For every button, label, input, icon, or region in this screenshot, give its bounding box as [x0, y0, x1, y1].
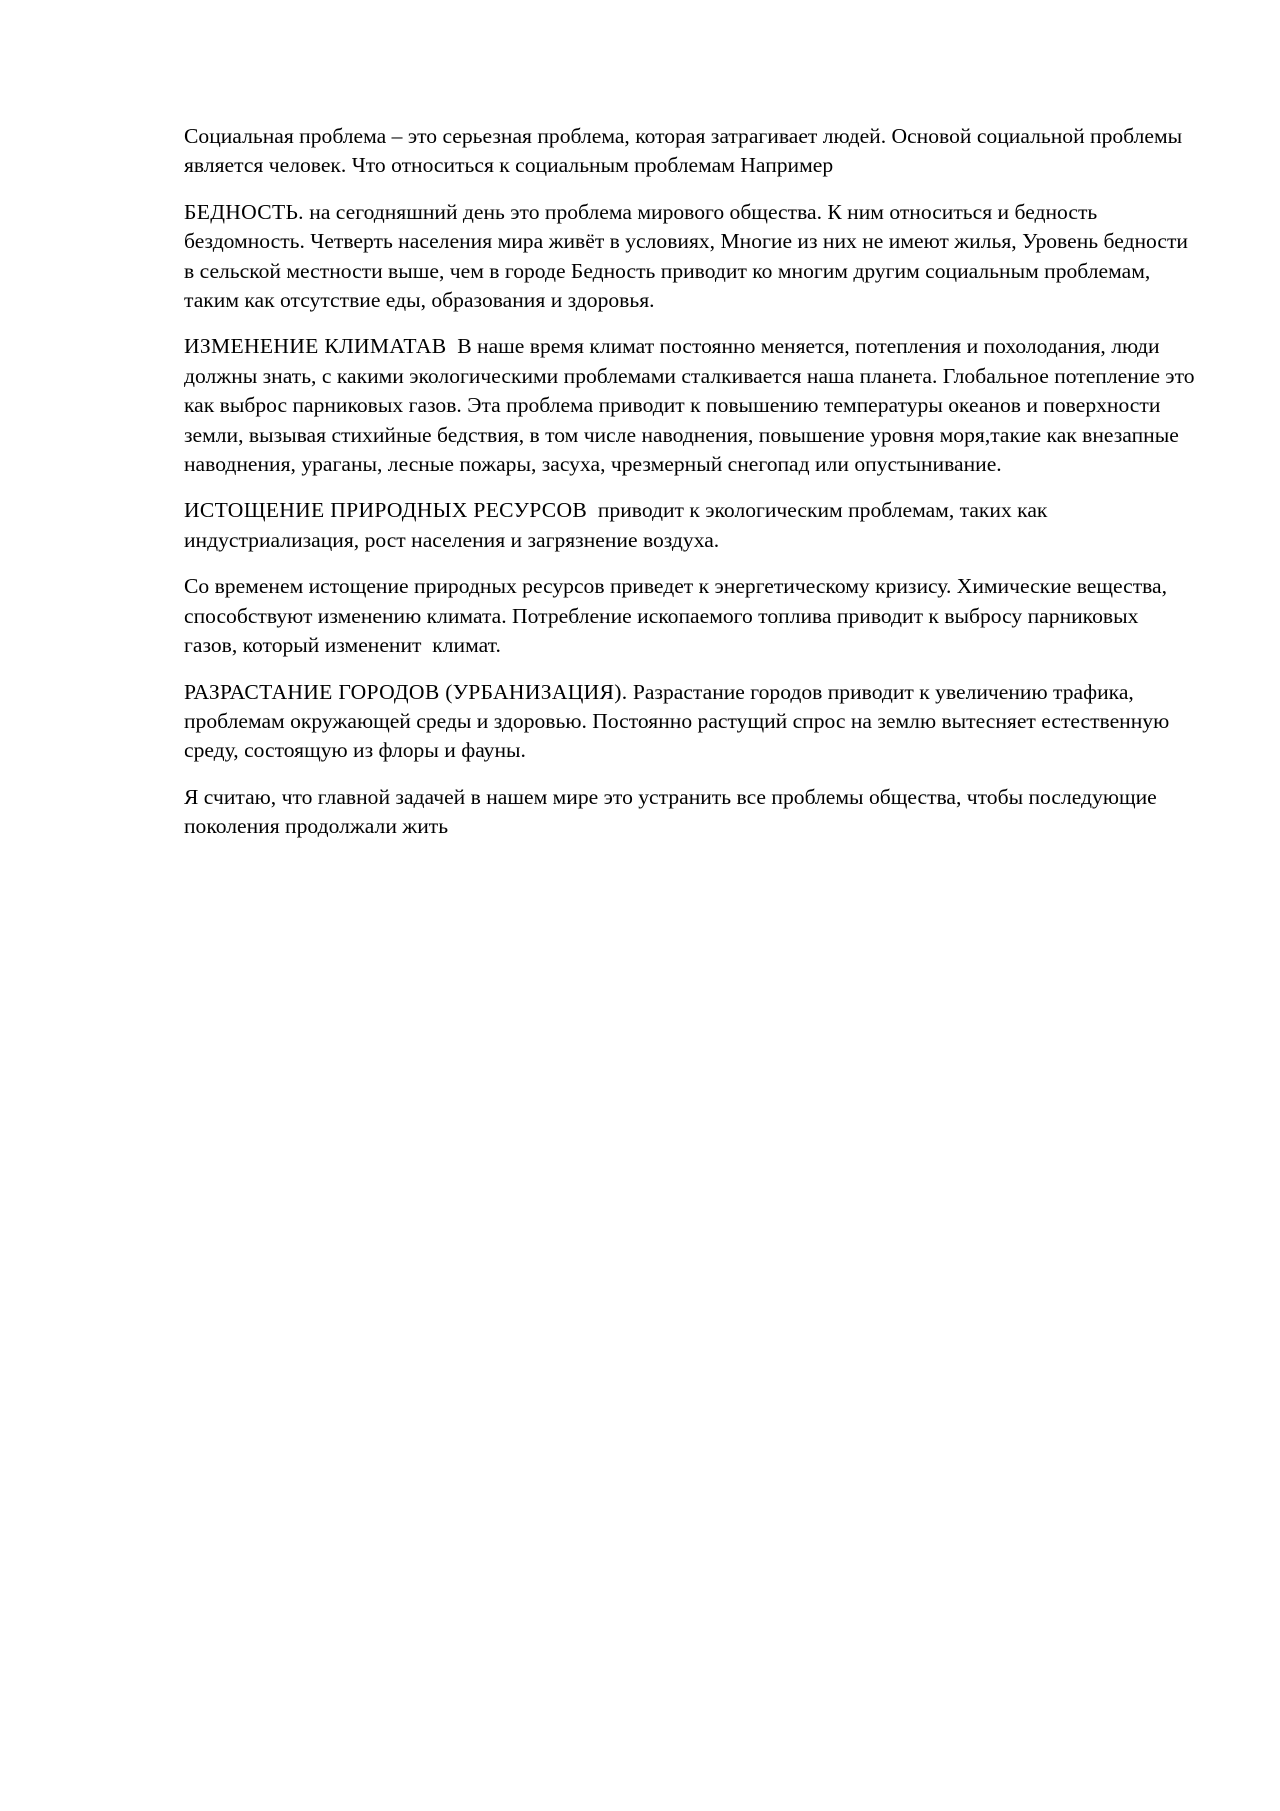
paragraph-text: Разрастание городов приводит к увеличению трафика, проблемам окружающей среды и здоровью. Постоянно растущий спрос на землю вытесняет естественную среду, состоящую из флоры и фауны.: [184, 679, 1175, 763]
paragraph-heading: ИЗМЕНЕНИЕ КЛИМАТАВ: [184, 334, 447, 359]
paragraph-urbanization: [184, 678, 1196, 766]
paragraph-heading: РАЗРАСТАНИЕ ГОРОДОВ (УРБАНИЗАЦИЯ).: [184, 679, 628, 704]
document-body: [184, 122, 1200, 859]
paragraph-heading: ИСТОЩЕНИЕ ПРИРОДНЫХ РЕСУРСОВ: [184, 498, 588, 523]
paragraph-conclusion: [184, 783, 1196, 842]
paragraph-text: Я считаю, что главной задачей в нашем мире это устранить все проблемы общества, чтобы последующие поколения продолжали жить: [184, 784, 1163, 839]
paragraph-text: В наше время климат постоянно меняется, потепления и похолодания, люди должны знать, с какими экологическими проблемами сталкивается наша планета. Глобальное потепление это как выброс парниковых газов. Эта проблема приводит к повышению температуры океанов и поверхности земли, вызывая стихийные бедствия, в том числе наводнения, повышение уровня моря,такие как внезапные наводнения, ураганы, лесные пожары, засуха, чрезмерный снегопад или опустынивание.: [184, 334, 1200, 477]
paragraph-heading: БЕДНОСТЬ.: [184, 199, 304, 224]
paragraph-energy-crisis: [184, 572, 1196, 660]
paragraph-climate-change: [184, 332, 1200, 479]
paragraph-poverty: [184, 198, 1196, 316]
paragraph-text: приводит к экологическим проблемам, таких как индустриализация, рост населения и загрязнение воздуха.: [184, 498, 1053, 552]
paragraph-intro: [184, 122, 1196, 181]
paragraph-text: на сегодняшний день это проблема мирового общества. К ним относиться и бедность бездомность. Четверть населения мира живёт в условиях, Многие из них не имеют жилья, Уровень бедности в сельской местности выше, чем в городе Бедность приводит ко многим другим социальным проблемам, таким как отсутствие еды, образования и здоровья.: [184, 199, 1194, 313]
paragraph-text: Со временем истощение природных ресурсов приведет к энергетическому кризису. Химические вещества, способствуют изменению климата. Потребление ископаемого топлива приводит к выбросу парниковых газов, который измененит климат.: [184, 574, 1178, 658]
paragraph-resource-depletion: [184, 496, 1196, 555]
paragraph-text: Социальная проблема – это серьезная проблема, которая затрагивает людей. Основой социальной проблемы является человек. Что относиться к социальным проблемам Например: [184, 124, 1188, 178]
